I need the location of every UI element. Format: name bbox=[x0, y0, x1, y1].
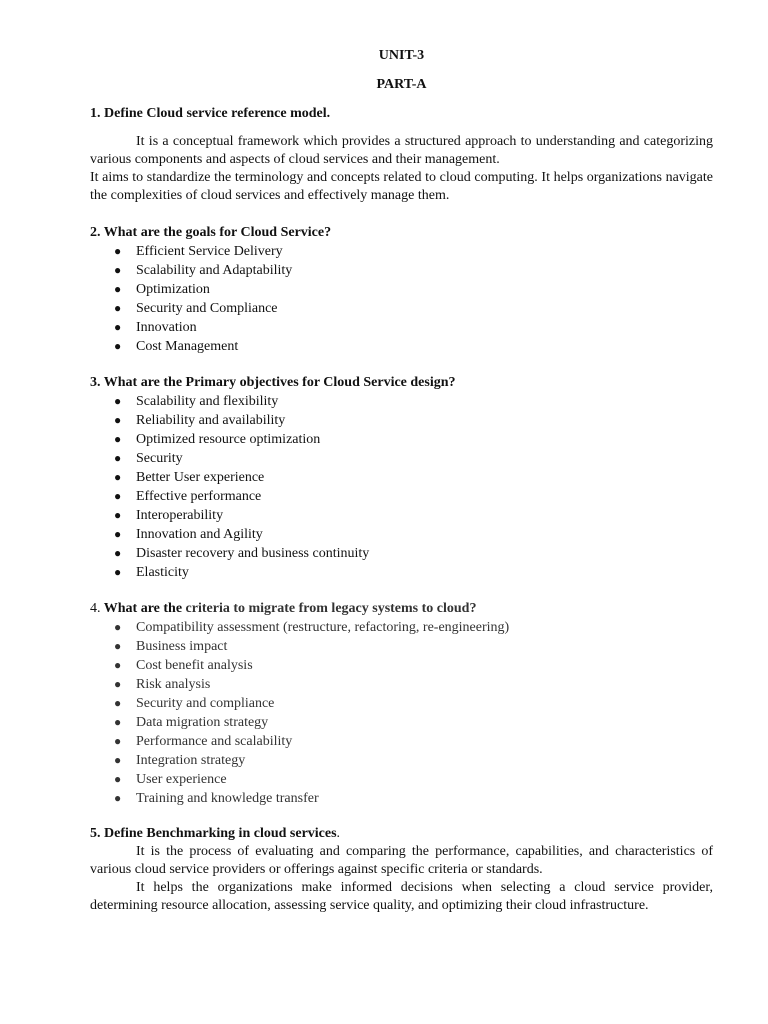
bullet-icon: ● bbox=[114, 412, 122, 427]
section-q5 bbox=[90, 824, 713, 915]
bullet-icon: ● bbox=[114, 734, 122, 749]
q1-paragraph-1: It is a conceptual framework which provides a structured approach to understanding and categorizing various components and aspects of cloud services and their management. bbox=[90, 134, 713, 167]
q5-paragraph-1: It is the process of evaluating and comparing the performance, capabilities, and characteristics of various cloud service providers or offerings against specific criteria or standards. bbox=[90, 844, 713, 878]
list-item: ● Security and Compliance bbox=[90, 299, 713, 318]
list-item: ● Better User experience bbox=[90, 468, 713, 487]
question-5-title-text: 5. Define Benchmarking in cloud services bbox=[90, 826, 337, 842]
document-page bbox=[90, 46, 713, 915]
list-item: ● Cost benefit analysis bbox=[90, 656, 713, 675]
bullet-icon: ● bbox=[114, 320, 122, 335]
bullet-icon: ● bbox=[114, 263, 122, 278]
unit-heading: UNIT-3 bbox=[378, 48, 425, 63]
bullet-icon: ● bbox=[114, 619, 122, 634]
list-item: ● Optimized resource optimization bbox=[90, 430, 713, 449]
list-item: ● Effective performance bbox=[90, 487, 713, 506]
list-item: ● Data migration strategy bbox=[90, 713, 713, 732]
bullet-icon: ● bbox=[114, 282, 122, 297]
list-item: ● Innovation and Agility bbox=[90, 525, 713, 544]
section-q2 bbox=[90, 223, 713, 357]
bullet-icon: ● bbox=[114, 676, 122, 691]
list-item: ● Compatibility assessment (restructure, refactoring, re-engineering) bbox=[90, 618, 713, 637]
bullet-icon: ● bbox=[114, 714, 122, 729]
bullet-icon: ● bbox=[114, 244, 122, 258]
list-item: ● Efficient Service Delivery bbox=[90, 242, 713, 261]
bullet-icon: ● bbox=[114, 791, 122, 806]
bullet-icon: ● bbox=[114, 431, 122, 446]
bullet-icon: ● bbox=[114, 508, 122, 523]
question-4-title-part-2: criteria to migrate from legacy systems to cloud? bbox=[185, 600, 477, 616]
bullet-icon: ● bbox=[114, 565, 122, 580]
list-item: ● Integration strategy bbox=[90, 751, 713, 770]
question-5-title bbox=[90, 824, 713, 843]
part-heading: PART-A bbox=[376, 77, 427, 92]
list-item: ● Business impact bbox=[90, 637, 713, 656]
question-4-title-part-1: What are the bbox=[103, 600, 183, 616]
question-5-title-suffix: . bbox=[336, 826, 341, 842]
q2-list bbox=[90, 242, 713, 357]
list-item: ● Optimization bbox=[90, 280, 713, 299]
list-item: ● Security and compliance bbox=[90, 694, 713, 713]
q4-list bbox=[90, 618, 713, 809]
question-1-title: 1. Define Cloud service reference model. bbox=[90, 106, 331, 121]
list-item: ● Disaster recovery and business continuity bbox=[90, 544, 713, 563]
list-item: ● Interoperability bbox=[90, 506, 713, 525]
question-2-title: 2. What are the goals for Cloud Service? bbox=[90, 225, 332, 240]
list-item: ● Elasticity bbox=[90, 563, 713, 582]
section-q3 bbox=[90, 373, 713, 583]
list-item: ● User experience bbox=[90, 770, 713, 789]
bullet-icon: ● bbox=[114, 546, 122, 561]
bullet-icon: ● bbox=[114, 301, 122, 316]
section-q1 bbox=[90, 104, 713, 205]
list-item: ● Risk analysis bbox=[90, 675, 713, 694]
list-item: ● Performance and scalability bbox=[90, 732, 713, 751]
question-4-title bbox=[90, 599, 713, 618]
bullet-icon: ● bbox=[114, 469, 122, 484]
bullet-icon: ● bbox=[114, 772, 122, 787]
list-item: ● Security bbox=[90, 449, 713, 468]
q3-list bbox=[90, 392, 713, 583]
bullet-icon: ● bbox=[114, 638, 122, 653]
list-item: ● Reliability and availability bbox=[90, 411, 713, 430]
question-3-title: 3. What are the Primary objectives for Cloud Service design? bbox=[90, 374, 456, 390]
list-item: ● Training and knowledge transfer bbox=[90, 789, 713, 808]
bullet-icon: ● bbox=[114, 489, 122, 504]
bullet-icon: ● bbox=[114, 527, 122, 542]
bullet-icon: ● bbox=[114, 753, 122, 768]
q5-paragraph-2: It helps the organizations make informed decisions when selecting a cloud service provider, determining resource allocation, assessing service quality, and optimizing their cloud infrastructure. bbox=[90, 880, 713, 914]
bullet-icon: ● bbox=[114, 450, 122, 465]
list-item: ● Scalability and Adaptability bbox=[90, 261, 713, 280]
bullet-icon: ● bbox=[114, 695, 122, 710]
section-q4 bbox=[90, 599, 713, 809]
q1-paragraph-2: It aims to standardize the terminology and concepts related to cloud computing. It helps organizations navigate the complexities of cloud services and effectively manage them. bbox=[90, 170, 713, 203]
list-item: ● Cost Management bbox=[90, 337, 713, 356]
bullet-icon: ● bbox=[114, 393, 122, 408]
bullet-icon: ● bbox=[114, 339, 122, 354]
list-item: ● Innovation bbox=[90, 318, 713, 337]
list-item: ● Scalability and flexibility bbox=[90, 392, 713, 411]
question-4-number: 4. bbox=[90, 600, 101, 616]
bullet-icon: ● bbox=[114, 657, 122, 672]
